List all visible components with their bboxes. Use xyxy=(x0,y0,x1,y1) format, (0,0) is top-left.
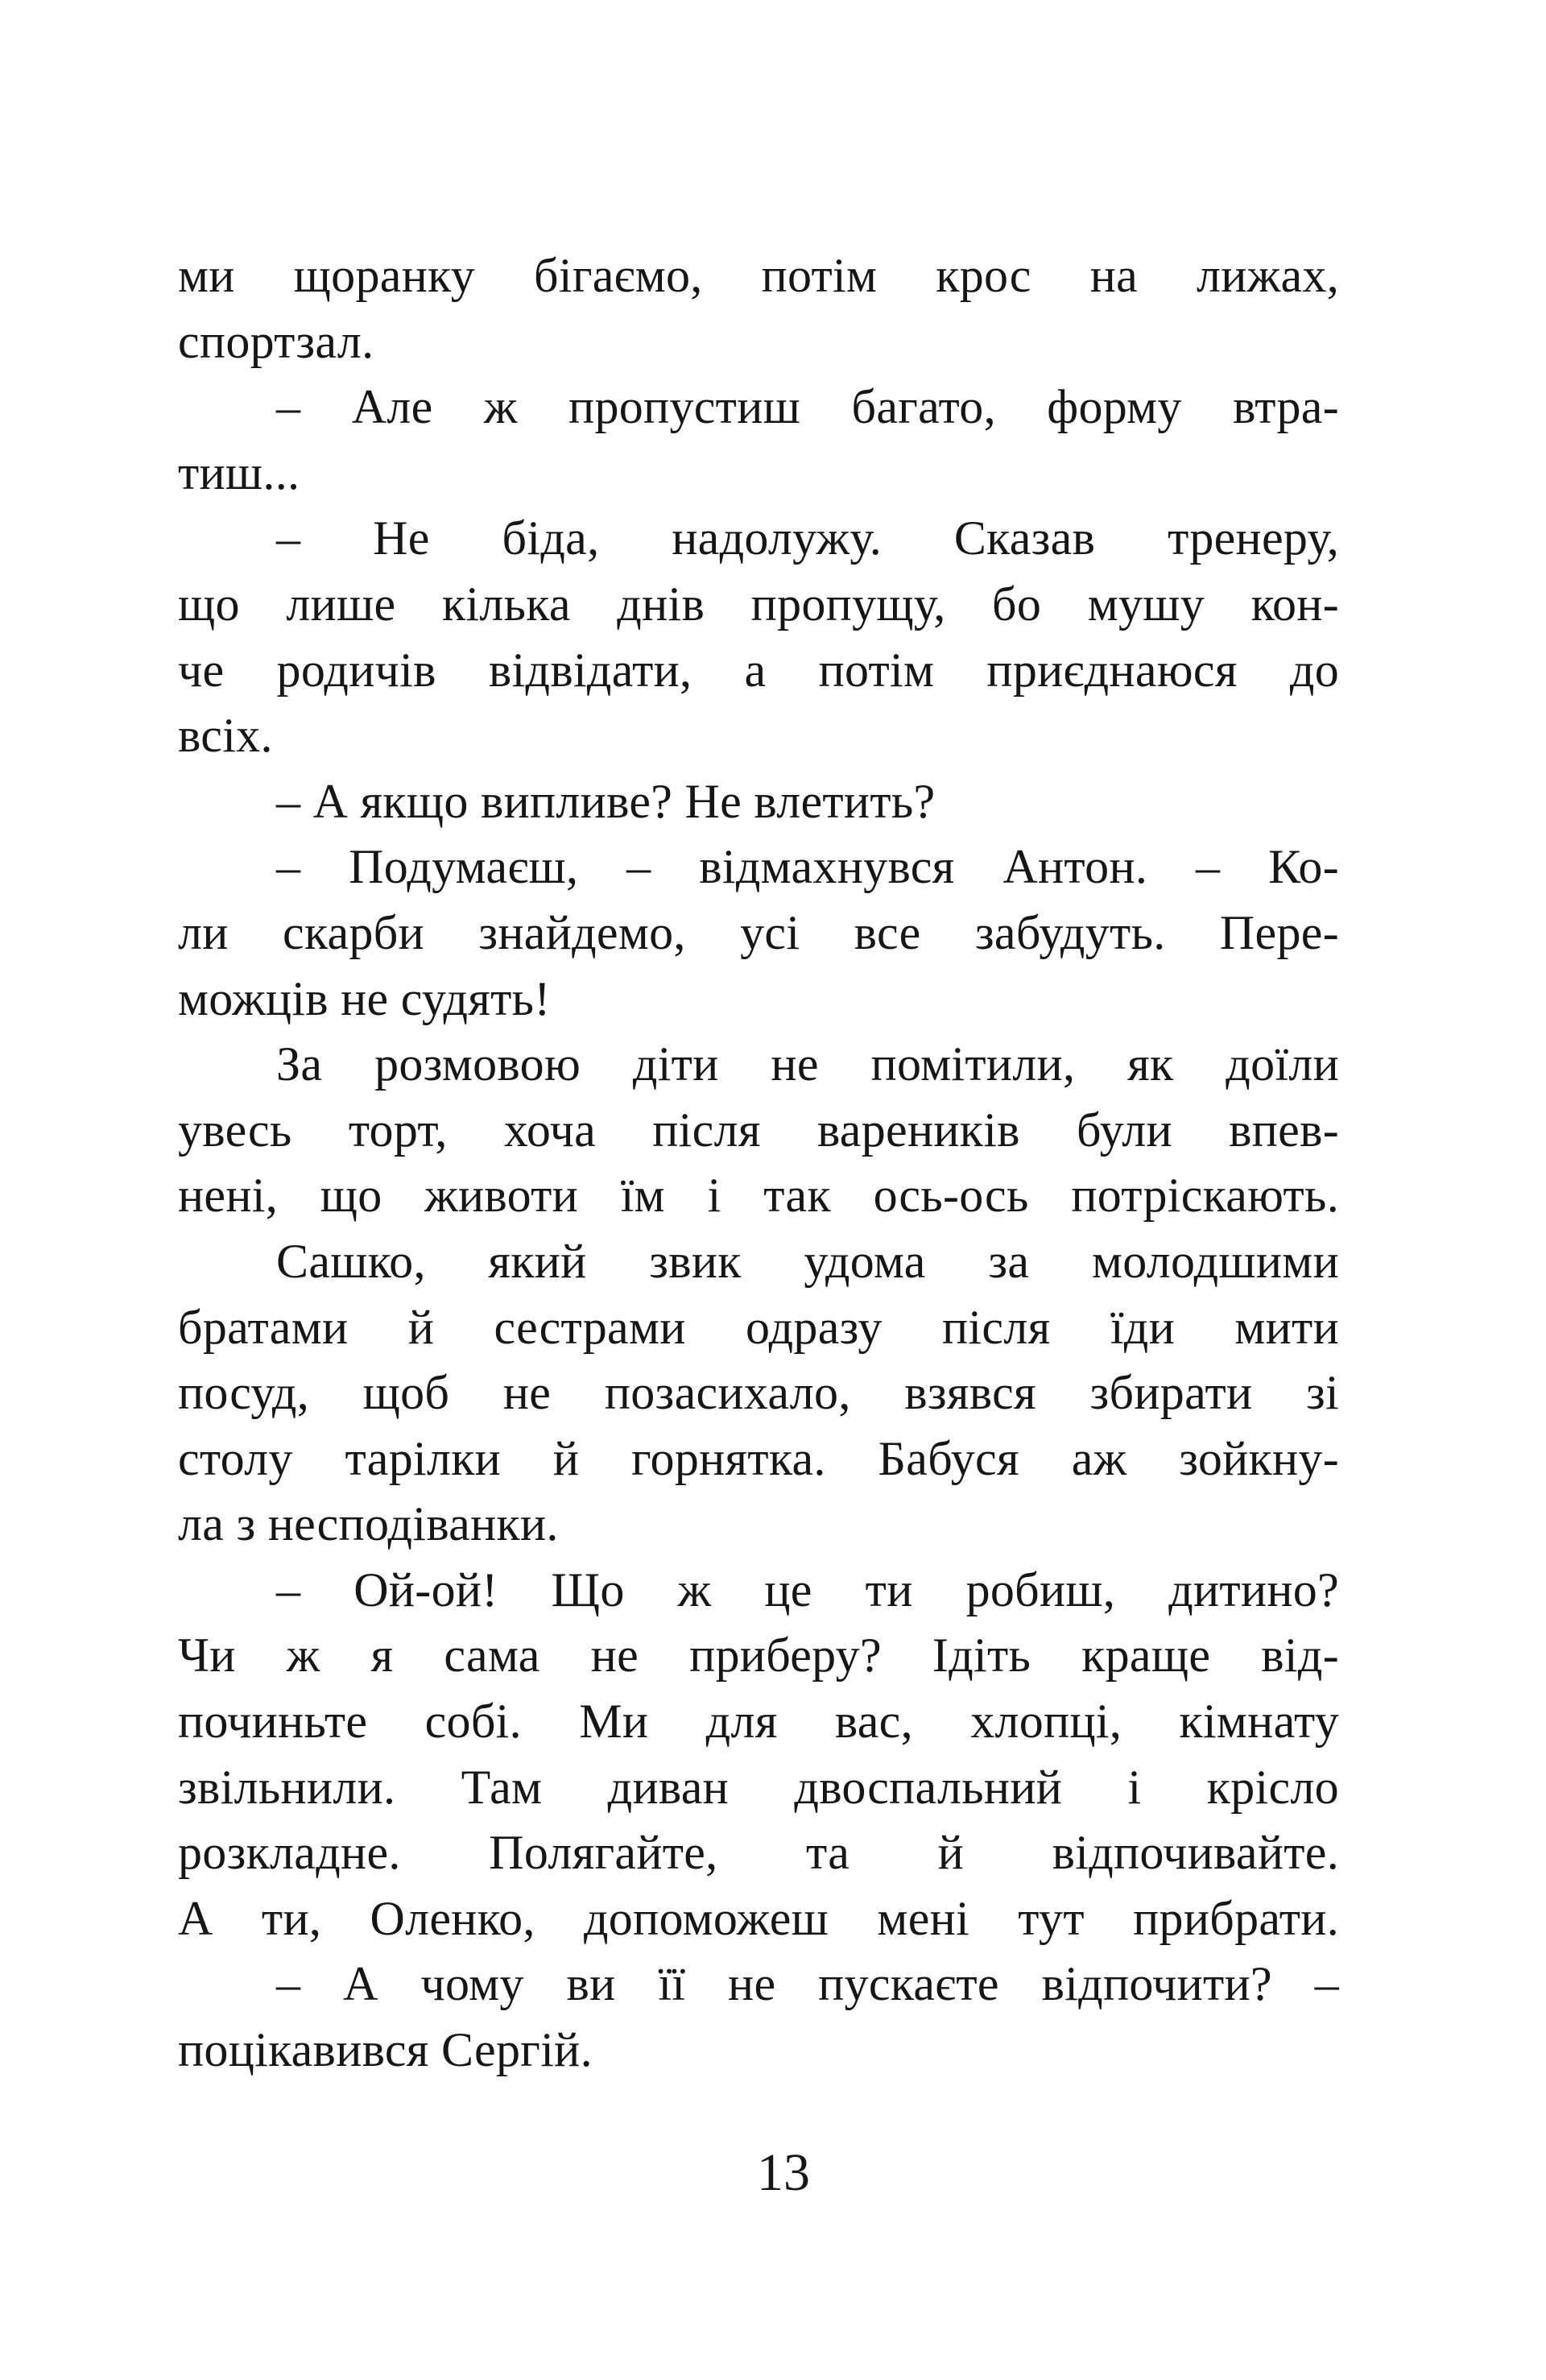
text-line: За розмовою діти не помітили, як доїли xyxy=(276,1037,1339,1091)
text-line: розкладне. Полягайте, та й відпочивайте. xyxy=(178,1826,1339,1880)
text-line: ла з несподіванки. xyxy=(178,1497,559,1551)
text-line: че родичів відвідати, а потім приєднаюся до xyxy=(178,643,1339,697)
text-line: що лише кілька днів пропущу, бо мушу кон- xyxy=(178,577,1339,631)
text-line: – Але ж пропустиш багато, форму втра- xyxy=(276,380,1339,434)
text-line: тиш... xyxy=(178,445,300,499)
body-text xyxy=(178,243,1339,2084)
text-line: Сашко, який звик удома за молодшими xyxy=(276,1234,1339,1288)
text-line: – Подумаєш, – відмахнувся Антон. – Ко- xyxy=(276,840,1339,894)
text-line: братами й сестрами одразу після їди мити xyxy=(178,1300,1339,1354)
text-line: столу тарілки й горнятка. Бабуся аж зойкну- xyxy=(178,1431,1339,1485)
text-line: спортзал. xyxy=(178,314,374,368)
text-line: – А чому ви її не пускаєте відпочити? – xyxy=(276,1957,1339,2011)
text-line: ми щоранку бігаємо, потім крос на лижах, xyxy=(178,249,1339,302)
text-line: Чи ж я сама не приберу? Ідіть краще від- xyxy=(178,1629,1339,1683)
text-line: посуд, щоб не позасихало, взявся збирати зі xyxy=(178,1366,1339,1420)
text-line: увесь торт, хоча після вареників були впев- xyxy=(178,1103,1339,1157)
text-line: ли скарби знайдемо, усі все забудуть. Пере- xyxy=(178,905,1339,959)
text-line: – Не біда, надолужу. Сказав тренеру, xyxy=(276,511,1339,565)
text-line: – А якщо випливе? Не влетить? xyxy=(276,774,936,828)
text-line: – Ой-ой! Що ж це ти робиш, дитино? xyxy=(276,1563,1339,1616)
text-line: починьте собі. Ми для вас, хлопці, кімнату xyxy=(178,1695,1339,1749)
text-line: всіх. xyxy=(178,709,273,763)
text-line: А ти, Оленко, допоможеш мені тут прибрати. xyxy=(178,1891,1339,1945)
page-number: 13 xyxy=(757,2143,810,2202)
text-line: поцікавився Сергій. xyxy=(178,2023,593,2077)
text-line: можців не судять! xyxy=(178,971,551,1025)
text-line: звільнили. Там диван двоспальний і крісло xyxy=(178,1760,1339,1814)
text-line: нені, що животи їм і так ось-ось потріскають. xyxy=(178,1169,1339,1223)
